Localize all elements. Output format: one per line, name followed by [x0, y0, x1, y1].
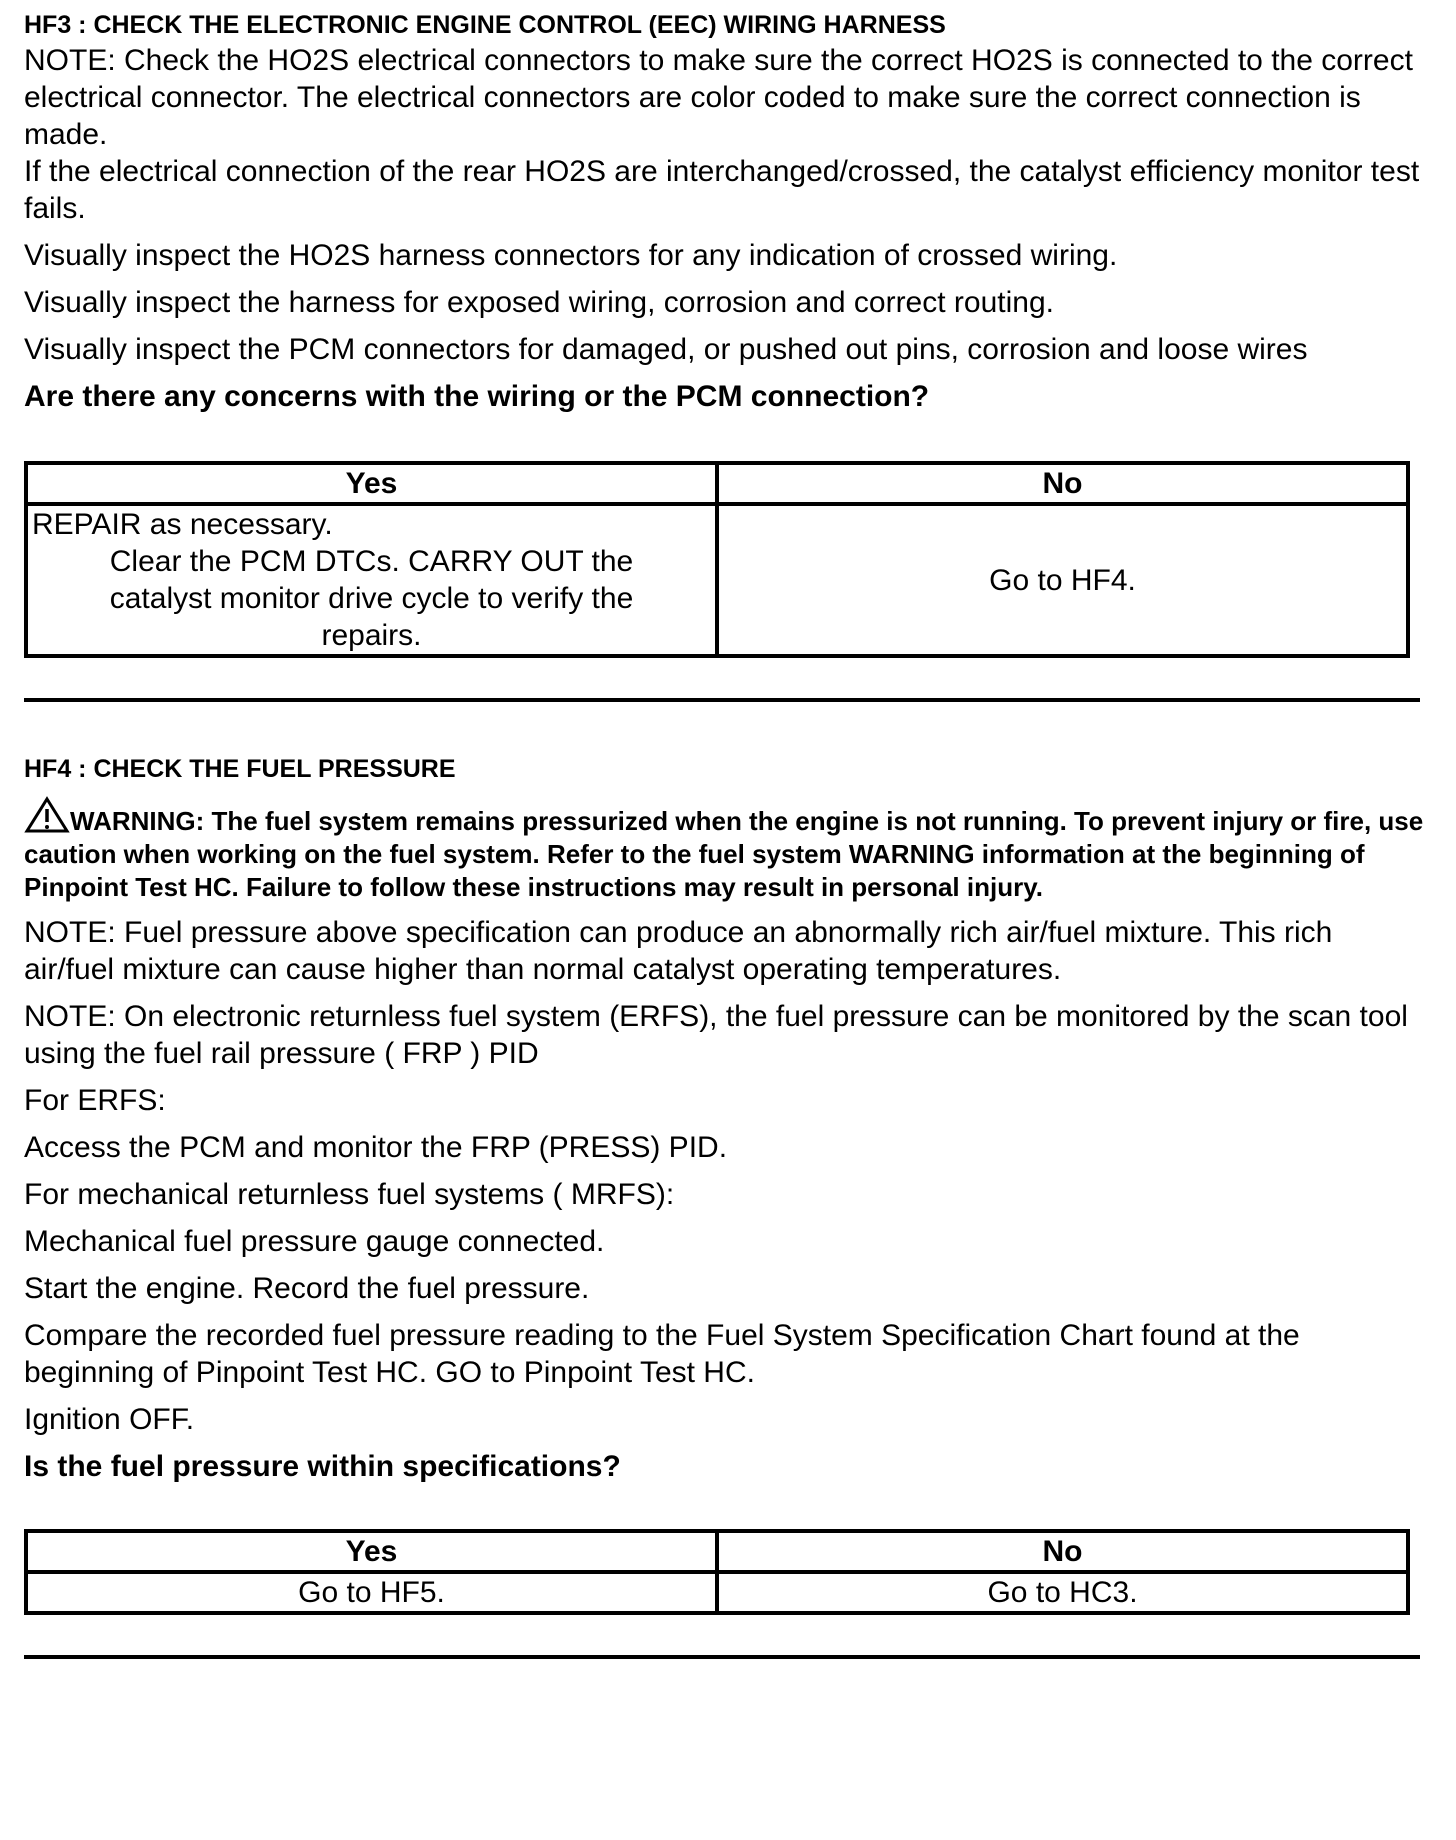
section-divider-bottom: [24, 1655, 1420, 1659]
hf4-question: Is the fuel pressure within specifications?: [24, 1450, 621, 1483]
hf4-heading: HF4 : CHECK THE FUEL PRESSURE: [24, 755, 456, 783]
hf4-yes-header: Yes: [26, 1531, 717, 1572]
hf3-result-table: [24, 461, 1410, 658]
hf4-step-access-pcm: Access the PCM and monitor the FRP (PRESS) PID.: [24, 1131, 728, 1164]
hf3-no-header: No: [717, 463, 1408, 504]
hf3-step-inspect-connectors: Visually inspect the HO2S harness connectors for any indication of crossed wiring.: [24, 239, 1118, 272]
hf4-no-header: No: [717, 1531, 1408, 1572]
hf3-no-cell: Go to HF4.: [717, 504, 1408, 656]
hf3-step-inspect-pcm: Visually inspect the PCM connectors for damaged, or pushed out pins, corrosion and loose wires: [24, 333, 1308, 366]
hf3-yes-clear-dtcs: Clear the PCM DTCs. CARRY OUT the catalyst monitor drive cycle to verify the repairs.: [109, 545, 634, 652]
hf4-step-start-engine: Start the engine. Record the fuel pressure.: [24, 1272, 590, 1305]
hf4-step-compare: Compare the recorded fuel pressure reading to the Fuel System Specification Chart found at the beginning of Pinpoint Test HC. GO to Pinpoint Test HC.: [24, 1319, 1300, 1389]
hf3-question: Are there any concerns with the wiring or the PCM connection?: [24, 380, 930, 413]
hf4-note-erfs: NOTE: On electronic returnless fuel system (ERFS), the fuel pressure can be monitored by the scan tool using the fuel rail pressure ( FRP ) PID: [24, 1000, 1408, 1070]
hf4-step-gauge: Mechanical fuel pressure gauge connected.: [24, 1225, 605, 1258]
hf3-step-inspect-harness: Visually inspect the harness for exposed wiring, corrosion and correct routing.: [24, 286, 1054, 319]
hf4-note-rich-mixture: NOTE: Fuel pressure above specification can produce an abnormally rich air/fuel mixture. This rich air/fuel mixture can cause higher than normal catalyst operating temperatures.: [24, 916, 1333, 986]
hf3-yes-repair: REPAIR as necessary.: [32, 508, 333, 541]
hf4-step-for-erfs: For ERFS:: [24, 1084, 166, 1117]
hf4-no-cell: Go to HC3.: [717, 1572, 1408, 1613]
hf4-warning: [24, 796, 1424, 904]
hf4-result-table: [24, 1529, 1410, 1615]
hf4-warning-text: WARNING: The fuel system remains pressurized when the engine is not running. To prevent injury or fire, use caution when working on the fuel system. Refer to the fuel system WARNING information at the beginning of Pinpoint Test HC. Failure to follow these instructions may result in personal injury.: [24, 806, 1424, 902]
document-page: [24, 8, 1424, 1659]
hf4-step-ignition-off: Ignition OFF.: [24, 1403, 195, 1436]
hf3-note-connectors: NOTE: Check the HO2S electrical connectors to make sure the correct HO2S is connected to the correct electrical connector. The electrical connectors are color coded to make sure the correct connection is made.: [24, 44, 1413, 151]
hf3-yes-header: Yes: [26, 463, 717, 504]
hf4-yes-cell: Go to HF5.: [26, 1572, 717, 1613]
hf3-heading: HF3 : CHECK THE ELECTRONIC ENGINE CONTROL (EEC) WIRING HARNESS: [24, 11, 946, 39]
hf3-note-crossed: If the electrical connection of the rear HO2S are interchanged/crossed, the catalyst efficiency monitor test fails.: [24, 155, 1420, 225]
hf3-yes-cell: [26, 504, 717, 656]
hf4-step-for-mrfs: For mechanical returnless fuel systems ( MRFS):: [24, 1178, 675, 1211]
warning-triangle-icon: [24, 796, 70, 834]
